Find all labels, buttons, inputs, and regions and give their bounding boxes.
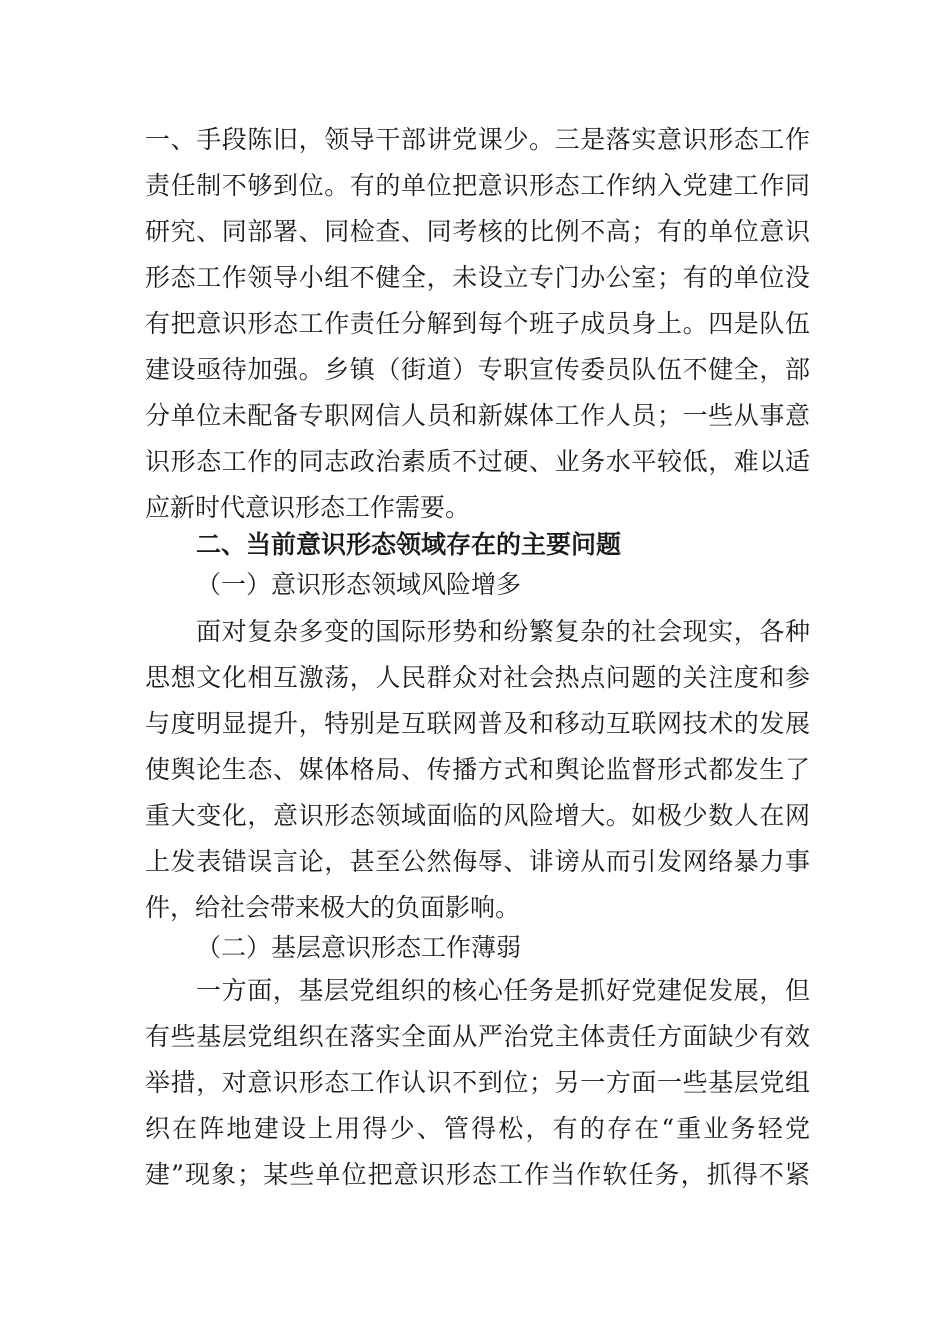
text-line: 使舆论生态、媒体格局、传播方式和舆论监督形式都发生了 [145,755,810,784]
subsection-heading: （二）基层意识形态工作薄弱 [196,933,522,962]
text-line: 有把意识形态工作责任分解到每个班子成员身上。四是队伍 [145,309,810,338]
text-line: 形态工作领导小组不健全，未设立专门办公室；有的单位没 [145,263,810,292]
text-line: 分单位未配备专职网信人员和新媒体工作人员；一些从事意 [145,401,810,430]
text-line: 有些基层党组织在落实全面从严治党主体责任方面缺少有效 [145,1022,810,1051]
text-line: 思想文化相互激荡，人民群众对社会热点问题的关注度和参 [145,663,810,692]
text-line: 应新时代意识形态工作需要。 [145,493,471,522]
text-line: 面对复杂多变的国际形势和纷繁复杂的社会现实，各种 [196,617,810,646]
text-line: 举措，对意识形态工作认识不到位；另一方面一些基层党组 [145,1068,810,1097]
text-line: 上发表错误言论，甚至公然侮辱、诽谤从而引发网络暴力事 [145,847,810,876]
text-line: 织在阵地建设上用得少、管得松，有的存在“重业务轻党 [145,1114,810,1143]
text-line: 一方面，基层党组织的核心任务是抓好党建促发展，但 [196,976,810,1005]
text-line: 一、手段陈旧，领导干部讲党课少。三是落实意识形态工作 [145,125,810,154]
text-line: 责任制不够到位。有的单位把意识形态工作纳入党建工作同 [145,171,810,200]
text-line: 件，给社会带来极大的负面影响。 [145,893,521,922]
section-heading: 二、当前意识形态领域存在的主要问题 [196,530,622,559]
text-line: 研究、同部署、同检查、同考核的比例不高；有的单位意识 [145,217,810,246]
text-line: 建设亟待加强。乡镇（街道）专职宣传委员队伍不健全，部 [145,355,810,384]
text-line: 重大变化，意识形态领域面临的风险增大。如极少数人在网 [145,801,810,830]
text-line: 建”现象；某些单位把意识形态工作当作软任务，抓得不紧 [145,1160,810,1189]
text-line: 识形态工作的同志政治素质不过硬、业务水平较低，难以适 [145,447,810,476]
subsection-heading: （一）意识形态领域风险增多 [196,570,522,599]
text-line: 与度明显提升，特别是互联网普及和移动互联网技术的发展 [145,709,810,738]
